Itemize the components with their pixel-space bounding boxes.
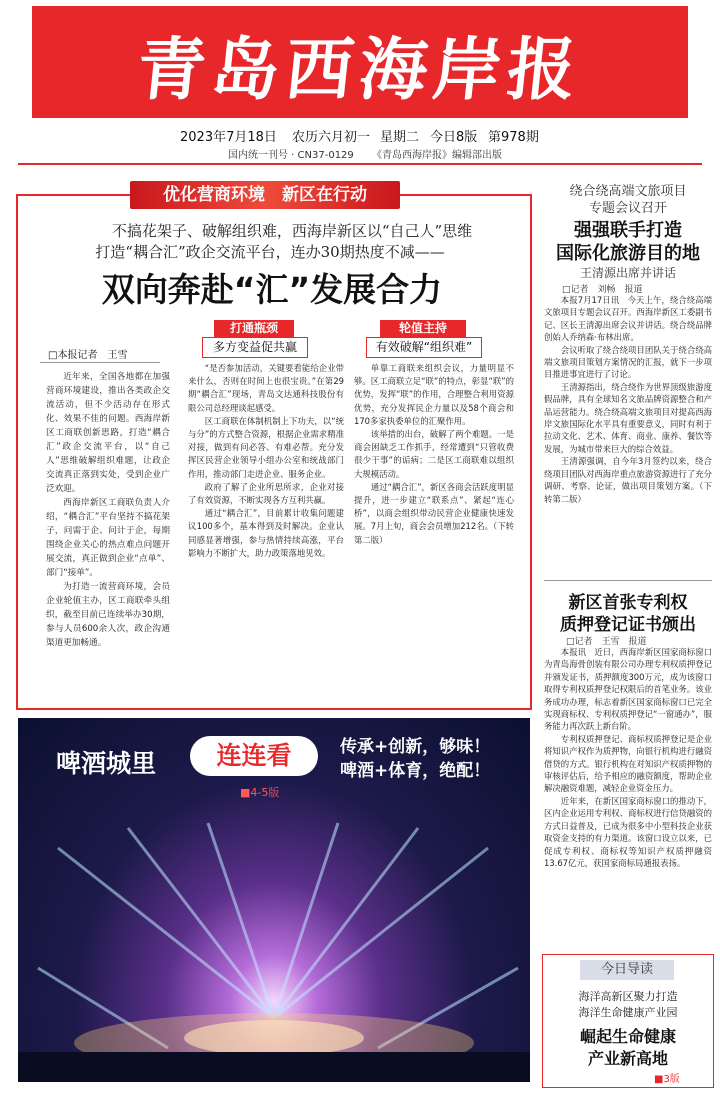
header-rule — [18, 163, 702, 165]
body-paragraph: 王清源强调，自今年3月签约以来，绕合绕项目团队对西海岸重点旅游资源进行了充分调研、考察、论证，做出项目策划方案。（下转第二版） — [544, 456, 712, 504]
dateline-weekday: 星期二 — [380, 130, 420, 145]
publisher-line: 《青岛西海岸报》编辑部出版 — [372, 150, 502, 161]
todays-guide-label: 今日导读 — [600, 962, 653, 977]
dateline-issue: 第978期 — [488, 130, 539, 145]
promo-line-1: 传承+创新，够味！ — [340, 737, 491, 757]
dateline-date: 2023年7月18日 — [180, 130, 277, 145]
lead-column-2 — [188, 362, 344, 696]
body-paragraph: 该举措的出台，破解了两个难题。一是商会困缺乏工作抓手，经常遭到“只管收费很少干事”的诟病；二是区工商联难以组织大规模活动。 — [354, 429, 514, 479]
body-paragraph: 本报讯 近日，西海岸新区国家商标窗口为青岛海骨创装有限公司办理专利权质押登记并颁发证书，质押额度300万元，成为该窗口取得专利权质押登记权限后的首笔业务。该业务成功办理，标志着新区国家商标窗口已完全实现商标权、专利权质押登记“一窗通办”，服务能力再次跃上新台阶。 — [544, 647, 712, 732]
dateline-lunar: 农历六月初一 — [292, 130, 371, 145]
lead-kicker-1: 不搞花架子、破解组织难，西海岸新区以“自己人”思维 — [111, 222, 473, 240]
dateline-pages: 今日8版 — [430, 130, 478, 145]
lead-banner — [130, 181, 400, 209]
guide-page-ref: ■3版 — [654, 1074, 680, 1085]
lead-subhead-left: 多方变益促共赢 — [202, 337, 308, 358]
lead-tag-left: 打通瓶颈 — [214, 320, 294, 337]
promo-pages: ■4-5版 — [240, 786, 280, 799]
promo-title-1: 啤酒城里 — [56, 749, 157, 778]
intro-paragraph: 近年来，全国各地都在加强营商环境建设，推出各类政企交流活动，但不少活动存在形式化、效果不佳的问题。西海岸新区工商联创新思路，打造“耦合汇”政企交流平台，以“自己人”思维破解组织难题，让政企交流真正落到实处，受到企业广泛欢迎。 — [46, 372, 170, 494]
body-paragraph: 通过“耦合汇”，新区各商会活跃度明显提升，进一步建立“联系点”、紧起“连心桥”，以商会组织带动民营企业健康快速发展。7月上旬，商会会员增加212名。（下转第二版） — [354, 481, 514, 545]
right2-body — [544, 646, 712, 948]
right1-body — [544, 294, 712, 578]
lead-intro-column — [46, 370, 170, 692]
guide-headline-1: 崛起生命健康 — [579, 1027, 676, 1046]
right-column-divider — [544, 580, 712, 581]
lead-headline: 双向奔赴“汇”发展合力 — [101, 270, 443, 309]
promo-title-2: 连连看 — [216, 741, 292, 770]
right1-byline: □记者 刘畅 报道 — [562, 285, 643, 295]
publication-number: 国内统一刊号 · CN37-0129 — [228, 150, 354, 161]
guide-headline-2: 产业新高地 — [587, 1049, 668, 1068]
right1-subhead: 王清源出席并讲话 — [579, 266, 676, 280]
promo-beer-festival-image[interactable] — [18, 718, 530, 1082]
right1-kicker-2: 专题会议召开 — [588, 201, 667, 216]
body-paragraph: 近年来，在新区国家商标窗口的推动下，区内企业运用专利权、商标权进行信贷融资的方式日益普及，已成为很多中小型科技企业获取资金支持的有力渠道。该窗口设立以来，已促成专利权、商标权等知识产权质押融资13.67亿元，获国家商标局通报表扬。 — [544, 795, 712, 868]
lead-banner-text: 优化营商环境 新区在行动 — [163, 185, 367, 205]
intro-paragraph: 西海岸新区工商联负责人介绍，“耦合汇”平台坚持不搞花架子，问需于企、问计于企，每期围绕企业关心的热点难点问题开展交流，真正做到企业“点单”、部门“接单”。 — [46, 498, 170, 578]
body-paragraph: 单靠工商联来组织会议，力量明显不够。区工商联立足“联”的特点，彰显“联”的优势，发挥“联”的作用，合理整合利用资源优势，充分发挥民企力量以及58个商会和170多家执委单位的汇聚作用。 — [354, 363, 514, 426]
right2-byline: □记者 王雪 报道 — [566, 637, 647, 647]
masthead — [32, 6, 688, 118]
intro-paragraph: 为打造一流营商环境，会员企业轮值主办，区工商联牵头组织，截至目前已连续举办30期，参与人员600余人次，政企沟通渠道更加畅通。 — [46, 582, 170, 648]
body-paragraph: 王清源指出，绕合绕作为世界顶级旅游度假品牌，具有全球知名文旅品牌资源整合和产品运营能力。绕合绕高端文旅项目对提高西海岸文旅国际化水平具有重要意义，同时有利于拉动文化、艺术、体育、商业、康养、餐饮等发展，为城市带来巨大的综合效益。 — [544, 381, 712, 454]
lead-tag-right: 轮值主持 — [380, 320, 466, 337]
body-paragraph: 政府了解了企业所思所求，企业对接了有效资源，不断实现各方互利共赢。 — [188, 481, 344, 506]
body-paragraph: 本报7月17日讯 今天上午，绕合绕高端文旅项目专题会议召开。西海岸新区工委副书记、区长王清源出席会议并讲话。绕合绕品牌创始人乔纳森·布林出席。 — [544, 295, 712, 343]
lead-column-3 — [354, 362, 514, 696]
right1-headline-2: 国际化旅游目的地 — [556, 243, 700, 264]
guide-line-2: 海洋生命健康产业园 — [578, 1006, 678, 1019]
body-paragraph: 专利权质押登记、商标权质押登记是企业将知识产权作为质押物，向银行机构进行融资借贷的方式。银行机构在对知识产权质押物的审核评估后，给予相应的融资额度，帮助企业解决融资难题，减轻企业资金压力。 — [544, 733, 712, 794]
right1-headline-1: 强强联手打造 — [574, 220, 682, 241]
lead-kicker-2: 打造“耦合汇”政企交流平台，连办30期热度不减—— — [95, 243, 445, 261]
right1-kicker-1: 绕合绕高端文旅项目 — [569, 184, 687, 199]
body-paragraph: “是否参加活动，关键要看能给企业带来什么，否则在时间上也很宝贵。”在第29期“耦合汇”现场，青岛文达通科技股份有限公司总经理谈起感受。 — [188, 363, 344, 413]
right2-headline-2: 质押登记证书颁出 — [560, 615, 696, 635]
body-paragraph: 区工商联在体制机制上下功夫，以“统与分”的方式整合资源，根据企业需求精准对接，做到有问必答、有难必帮。充分发挥区民营企业领导小组办公室和统战部门作用，推动部门走进企业、服务企业。 — [188, 415, 344, 479]
newspaper-title: 青岛西海岸报 — [133, 30, 586, 110]
promo-title-badge — [190, 736, 318, 776]
lead-subhead-right: 有效破解“组织难” — [366, 337, 482, 358]
lead-byline-rule — [40, 362, 160, 363]
guide-line-1: 海洋高新区聚力打造 — [578, 990, 678, 1003]
right2-headline-1: 新区首张专利权 — [568, 593, 688, 613]
todays-guide-label-box — [580, 960, 674, 980]
promo-line-2: 啤酒+体育，绝配！ — [340, 761, 491, 781]
body-paragraph: 会议听取了绕合绕项目团队关于绕合绕高端文旅项目策划方案情况的汇报，就下一步项目推进事宜进行了讨论。 — [544, 344, 712, 380]
body-paragraph: 通过“耦合汇”，目前累计收集问题建议100多个，基本得到及时解决。企业认同感显著增强，参与热情持续高涨，平台影响力不断扩大，助力政策落地见效。 — [188, 508, 344, 558]
lead-byline: □本报记者 王雪 — [48, 350, 128, 361]
